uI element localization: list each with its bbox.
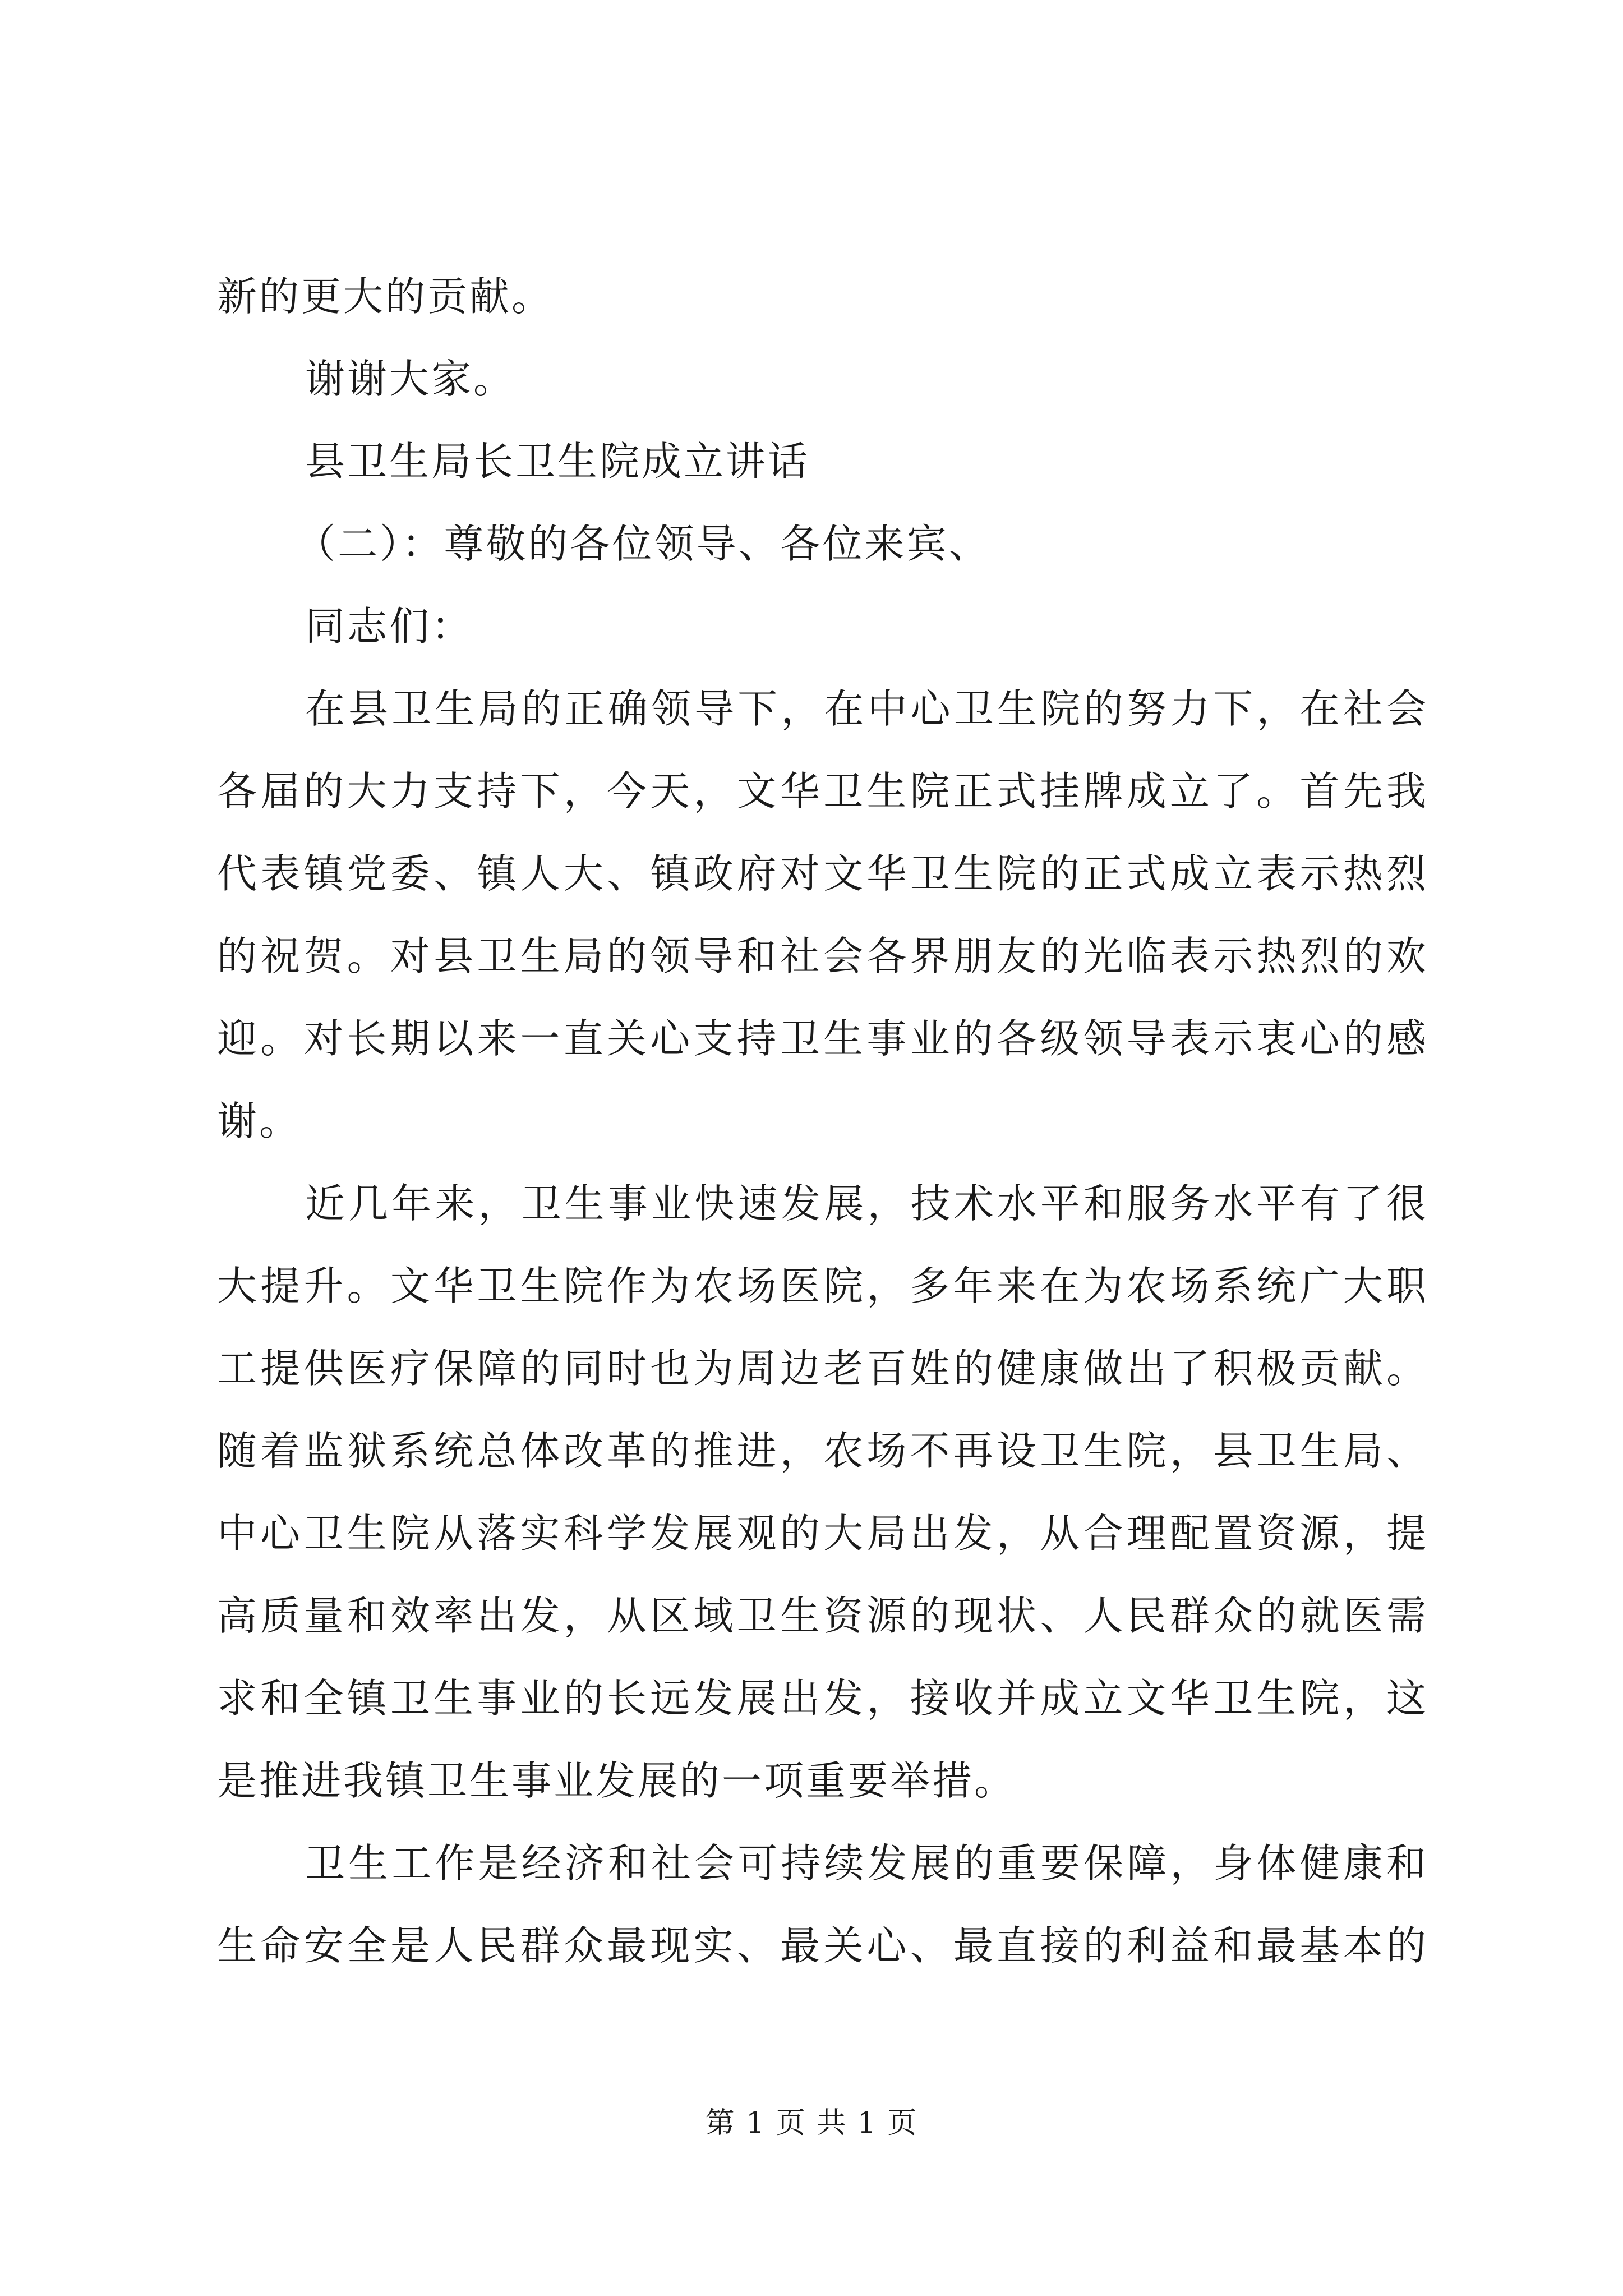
text-line: 新的更大的贡献。 [217,273,554,320]
text-line: 同志们： [305,603,474,650]
text-line: 高质量和效率出发，从区域卫生资源的现状、人民群众的就医需 [217,1593,1428,1639]
text-line: 的祝贺。对县卫生局的领导和社会各界朋友的光临表示热烈的欢 [217,933,1428,979]
text-line: 中心卫生院从落实科学发展观的大局出发，从合理配置资源，提 [217,1510,1428,1557]
text-line: 求和全镇卫生事业的长远发展出发，接收并成立文华卫生院，这 [217,1675,1428,1722]
text-line: 迎。对长期以来一直关心支持卫生事业的各级领导表示衷心的感 [217,1015,1428,1062]
text-line: 县卫生局长卫生院成立讲话 [305,438,810,485]
text-line: 随着监狱系统总体改革的推进，农场不再设卫生院，县卫生局、 [217,1428,1428,1474]
text-line: 大提升。文华卫生院作为农场医院，多年来在为农场系统广大职 [217,1263,1428,1309]
text-line: 代表镇党委、镇人大、镇政府对文华卫生院的正式成立表示热烈 [217,850,1428,897]
text-line: （二）：尊敬的各位领导、各位来宾、 [296,521,991,567]
document-body [217,255,1428,1987]
text-line: 生命安全是人民群众最现实、最关心、最直接的利益和最基本的 [217,1922,1428,1969]
text-line: 谢谢大家。 [305,356,516,402]
text-line: 近几年来，卫生事业快速发展，技术水平和服务水平有了很 [305,1180,1428,1227]
text-line: 是推进我镇卫生事业发展的一项重要举措。 [217,1757,1017,1804]
text-line: 卫生工作是经济和社会可持续发展的重要保障，身体健康和 [305,1840,1428,1887]
text-line: 谢。 [217,1098,302,1144]
page-footer: 第 1 页 共 1 页 [705,2106,918,2140]
text-line: 在县卫生局的正确领导下，在中心卫生院的努力下，在社会 [305,685,1428,732]
text-line: 各届的大力支持下，今天，文华卫生院正式挂牌成立了。首先我 [217,768,1428,815]
text-line: 工提供医疗保障的同时也为周边老百姓的健康做出了积极贡献。 [217,1345,1428,1392]
